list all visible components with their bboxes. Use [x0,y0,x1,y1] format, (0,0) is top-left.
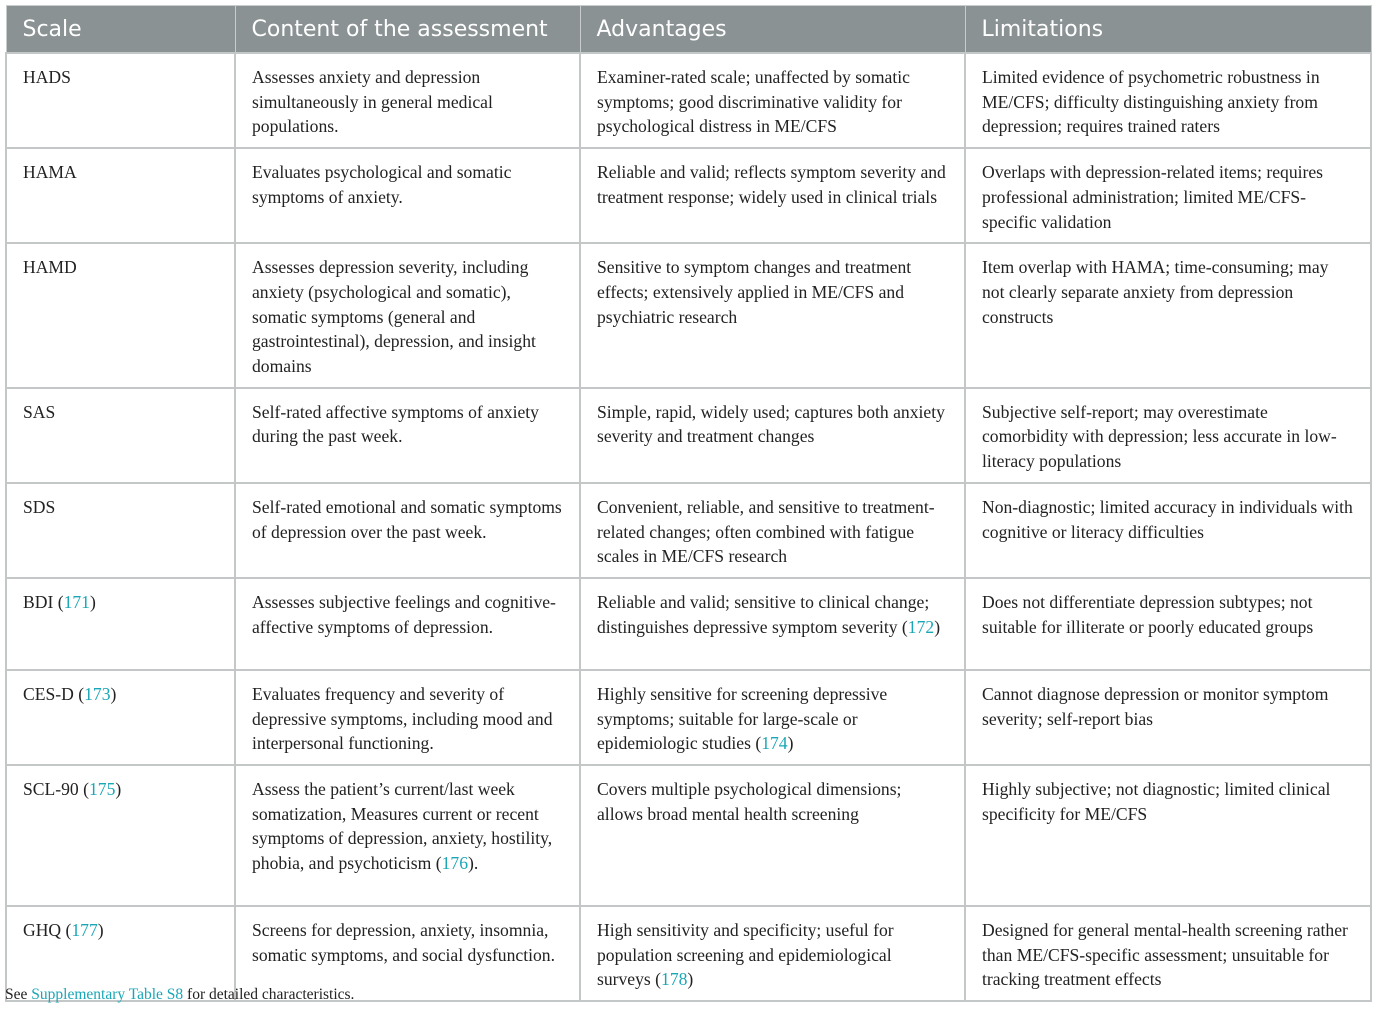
cell-limitations [965,578,1371,670]
cell-text: Evaluates frequency and severity of depressive symptoms, including mood and interpersonal functioning. [252,683,553,754]
cell-text: Assess the patient’s current/last week somatization, Measures current or recent symptoms of depression, anxiety, hostility, phobia, and psychoticism ( [252,779,553,874]
cell-text: Assesses anxiety and depression simultaneously in general medical populations. [252,67,493,137]
reference-link[interactable]: 172 [907,616,935,637]
cell-text: Self-rated emotional and somatic symptoms of depression over the past week. [252,496,562,542]
table-footnote [5,986,354,1004]
cell-text: Sensitive to symptom changes and treatment effects; extensively applied in ME/CFS and psychiatric research [597,257,912,327]
cell-limitations [965,388,1371,483]
cell-text: ) [89,591,96,612]
cell-text: Subjective self-report; may overestimate comorbidity with depression; less accurate in low-literacy populations [982,401,1337,472]
cell-scale [6,578,235,670]
cell-content [235,483,580,578]
cell-limitations [965,53,1371,148]
footnote-suffix: for detailed characteristics. [183,986,355,1003]
cell-limitations [965,483,1371,578]
cell-text: CES-D ( [23,683,85,704]
cell-text: SDS [23,496,56,517]
cell-text: Reliable and valid; sensitive to clinical change; distinguishes depressive symptom severity ( [597,591,930,637]
header-row [6,6,1371,54]
cell-scale [6,388,235,483]
table-row [6,243,1371,388]
cell-limitations [965,670,1371,765]
cell-text: ) [97,920,104,941]
cell-advantages [580,765,965,906]
reference-link[interactable]: 174 [761,733,788,754]
cell-content [235,388,580,483]
cell-text: Assesses depression severity, including anxiety (psychological and somatic), somatic symptoms (general and gastrointestinal), depression, and insight domains [252,257,536,377]
cell-text: Cannot diagnose depression or monitor symptom severity; self-report bias [982,683,1329,729]
cell-text: ) [115,779,122,800]
cell-text: High sensitivity and specificity; useful for population screening and epidemiological surveys ( [597,920,894,990]
reference-link[interactable]: 178 [661,969,688,990]
cell-content [235,765,580,906]
cell-text: ) [110,683,117,704]
cell-text: Overlaps with depression-related items; requires professional administration; limited ME/CFS-specific validation [982,162,1324,232]
cell-advantages [580,243,965,388]
cell-advantages [580,670,965,765]
reference-link[interactable]: 177 [71,920,98,941]
cell-text: SCL-90 ( [23,779,89,800]
cell-advantages [580,483,965,578]
header-advantages: Advantages [580,6,965,54]
table-row [6,578,1371,670]
cell-advantages [580,148,965,243]
cell-text: Self-rated affective symptoms of anxiety during the past week. [252,401,539,447]
cell-text: Simple, rapid, widely used; captures both anxiety severity and treatment changes [597,401,945,447]
table-row [6,483,1371,578]
cell-text: HADS [23,67,71,87]
cell-text: Assesses subjective feelings and cognitive-affective symptoms of depression. [252,591,556,637]
table-row [6,670,1371,765]
cell-content [235,670,580,765]
cell-text: Convenient, reliable, and sensitive to treatment-related changes; often combined with fatigue scales in ME/CFS research [597,496,935,567]
cell-content [235,243,580,388]
cell-text: Highly sensitive for screening depressive symptoms; suitable for large-scale or epidemiologic studies ( [597,683,888,754]
cell-limitations [965,148,1371,243]
table-row [6,53,1371,148]
scales-table [5,5,1372,1002]
cell-content [235,578,580,670]
cell-content [235,148,580,243]
cell-text: ) [687,969,694,990]
reference-link[interactable]: 171 [63,591,90,612]
table-row [6,388,1371,483]
cell-text: ). [467,853,479,874]
cell-text: Designed for general mental-health screening rather than ME/CFS-specific assessment; unsuitable for tracking treatment effects [982,920,1348,990]
header-content: Content of the assessment [235,6,580,54]
reference-link[interactable]: 173 [84,683,111,704]
cell-text: HAMA [23,162,77,183]
cell-text: GHQ ( [23,920,72,941]
cell-scale [6,765,235,906]
cell-advantages [580,388,965,483]
cell-scale [6,670,235,765]
cell-advantages [580,578,965,670]
cell-text: SAS [23,401,56,422]
cell-advantages [580,53,965,148]
table-row [6,148,1371,243]
cell-text: HAMD [23,257,77,278]
cell-scale [6,53,235,148]
cell-text: Non-diagnostic; limited accuracy in individuals with cognitive or literacy difficulties [982,496,1353,542]
cell-scale [6,483,235,578]
cell-scale [6,148,235,243]
cell-text: Evaluates psychological and somatic symptoms of anxiety. [252,162,512,207]
header-limitations: Limitations [965,6,1371,54]
cell-text: ) [934,616,941,637]
cell-text: BDI ( [23,591,64,612]
cell-text: Does not differentiate depression subtypes; not suitable for illiterate or poorly educated groups [982,591,1314,637]
cell-text: Covers multiple psychological dimensions; allows broad mental health screening [597,779,902,824]
cell-text: Examiner-rated scale; unaffected by somatic symptoms; good discriminative validity for psychological distress in ME/CFS [597,67,910,137]
cell-content [235,53,580,148]
footnote-prefix: See [5,986,32,1003]
cell-text: Reliable and valid; reflects symptom severity and treatment response; widely used in clinical trials [597,162,946,207]
reference-link[interactable]: 175 [88,779,116,800]
cell-text: Item overlap with HAMA; time-consuming; may not clearly separate anxiety from depression constructs [982,257,1329,327]
cell-text: Highly subjective; not diagnostic; limited clinical specificity for ME/CFS [982,779,1331,824]
supplementary-table-link[interactable]: Supplementary Table S8 [31,986,184,1003]
cell-limitations [965,906,1371,1001]
cell-scale [6,243,235,388]
cell-limitations [965,243,1371,388]
cell-limitations [965,765,1371,906]
table-row [6,765,1371,906]
cell-text: Limited evidence of psychometric robustness in ME/CFS; difficulty distinguishing anxiety from depression; requires trained raters [982,67,1320,137]
cell-advantages [580,906,965,1001]
cell-text: ) [787,733,794,754]
header-scale: Scale [6,6,235,54]
cell-text: Screens for depression, anxiety, insomnia, somatic symptoms, and social dysfunction. [252,920,555,965]
reference-link[interactable]: 176 [441,853,468,874]
